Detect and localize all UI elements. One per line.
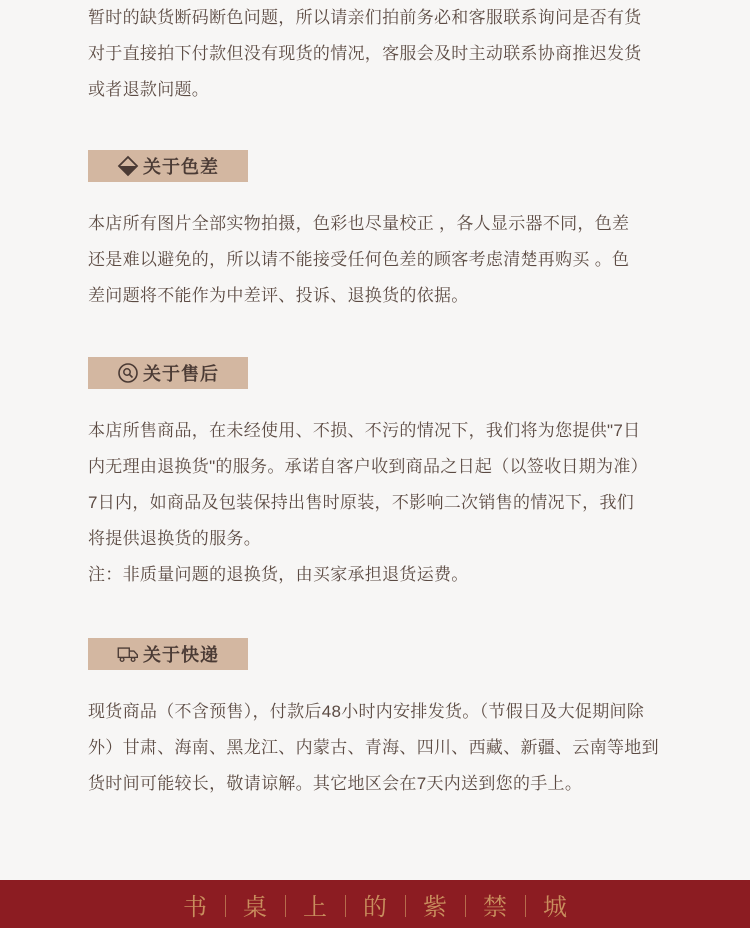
- footer-char: 桌: [225, 887, 285, 922]
- section-title: 关于色差: [143, 157, 219, 177]
- after-sales-line: 7日内，如商品及包装保持出售时原装，不影响二次销售的情况下，我们: [88, 493, 635, 512]
- intro-line: 暂时的缺货断码断色问题，所以请亲们拍前务必和客服联系询问是否有货: [88, 8, 642, 27]
- footer-char: 城: [525, 887, 585, 922]
- color-diff-line: 本店所有图片全部实物拍摄，色彩也尽量校正 ，各人显示器不同，色差: [88, 214, 630, 233]
- footer-char: 上: [285, 887, 345, 922]
- intro-line: 对于直接拍下付款但没有现货的情况，客服会及时主动联系协商推迟发货: [88, 44, 642, 63]
- after-sales-note: 注：非质量问题的退换货，由买家承担退货运费。: [88, 565, 469, 584]
- after-sales-text: [88, 413, 688, 593]
- footer-char: 的: [345, 887, 405, 922]
- section-header-color-diff: [88, 150, 248, 182]
- intro-text: [88, 0, 688, 108]
- diamond-icon: [117, 155, 139, 177]
- search-icon: [117, 362, 139, 384]
- shipping-line: 现货商品（不含预售），付款后48小时内安排发货。（节假日及大促期间除: [88, 702, 645, 721]
- truck-icon: [117, 643, 139, 665]
- footer-char: 紫: [405, 887, 465, 922]
- footer-char: 禁: [465, 887, 525, 922]
- section-title: 关于售后: [143, 364, 219, 384]
- footer-char: 书: [183, 892, 207, 921]
- footer-banner: [0, 880, 750, 928]
- intro-line: 或者退款问题。: [88, 80, 210, 99]
- shipping-line: 货时间可能较长，敬请谅解。其它地区会在7天内送到您的手上。: [88, 774, 583, 793]
- color-diff-line: 差问题将不能作为中差评、投诉、退换货的依据。: [88, 286, 469, 305]
- after-sales-line: 本店所售商品，在未经使用、不损、不污的情况下，我们将为您提供"7日: [88, 421, 641, 440]
- after-sales-line: 将提供退换货的服务。: [88, 529, 261, 548]
- section-header-after-sales: [88, 357, 248, 389]
- shipping-text: [88, 694, 688, 802]
- section-title: 关于快递: [143, 645, 219, 665]
- shipping-line: 外）甘肃、海南、黑龙江、内蒙古、青海、四川、西藏、新疆、云南等地到: [88, 738, 659, 757]
- color-diff-text: [88, 206, 688, 314]
- color-diff-line: 还是难以避免的，所以请不能接受任何色差的顾客考虑清楚再购买 。色: [88, 250, 630, 269]
- after-sales-line: 内无理由退换货"的服务。承诺自客户收到商品之日起（以签收日期为准）: [88, 457, 648, 476]
- section-header-shipping: [88, 638, 248, 670]
